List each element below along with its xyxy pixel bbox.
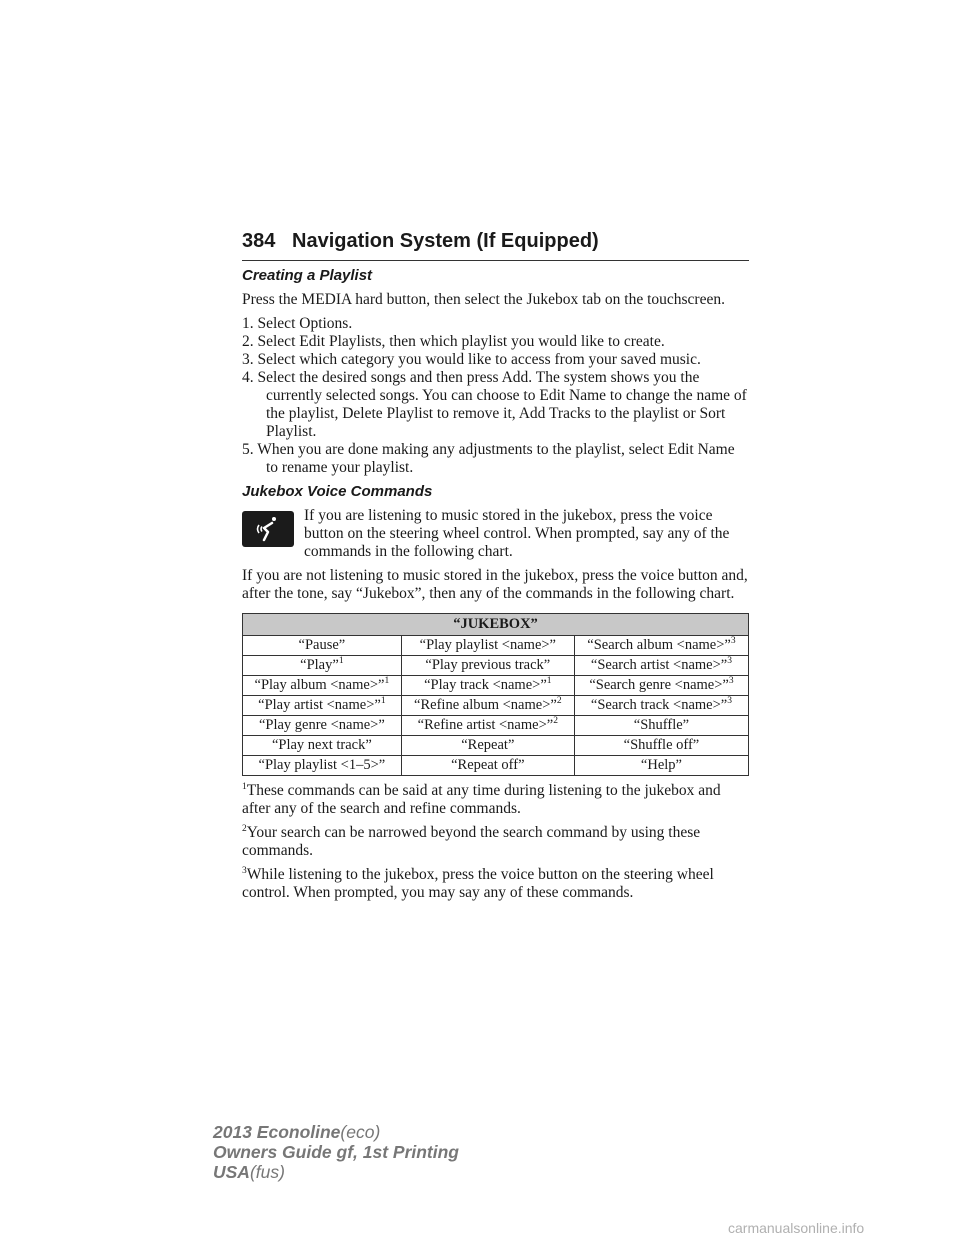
table-cell: “Refine album <name>”$^2$ bbox=[401, 696, 574, 716]
voice-commands-heading: Jukebox Voice Commands bbox=[242, 483, 433, 500]
table-cell: “Play artist <name>”$^1$ bbox=[243, 696, 402, 716]
table-cell: “Play track <name>”$^1$ bbox=[401, 676, 574, 696]
table-cell: “Search track <name>”$^3$ bbox=[574, 696, 748, 716]
footnote-2: $^2$Your search can be narrowed beyond the search command by using these commands. bbox=[242, 823, 701, 859]
table-row bbox=[243, 656, 749, 676]
table-cell: “Shuffle” bbox=[574, 716, 748, 736]
step-item: 2. Select Edit Playlists, then which playlist you would like to create. bbox=[242, 333, 665, 350]
table-cell: “Play playlist <1–5>” bbox=[243, 756, 402, 776]
step-item: 4. Select the desired songs and then press Add. The system shows you the currently selected songs. You can choose to Edit Name to change the name of the playlist, Delete Playlist to remove it, Add Tracks to the playlist or Sort Playlist. bbox=[242, 369, 747, 440]
playlist-steps bbox=[242, 315, 749, 477]
jukebox-commands-table bbox=[242, 613, 749, 776]
table-cell: “Play album <name>”$^1$ bbox=[243, 676, 402, 696]
table-cell: “Pause” bbox=[243, 636, 402, 656]
footer-region-code: (fus) bbox=[249, 1162, 285, 1182]
table-cell: “Play next track” bbox=[243, 736, 402, 756]
table-cell: “Play genre <name>” bbox=[243, 716, 402, 736]
table-cell: “Play playlist <name>” bbox=[401, 636, 574, 656]
page-header bbox=[242, 226, 749, 261]
table-header: “JUKEBOX” bbox=[243, 614, 749, 636]
table-cell: “Play previous track” bbox=[401, 656, 574, 676]
footer-model-code: (eco) bbox=[340, 1122, 381, 1142]
playlist-heading: Creating a Playlist bbox=[242, 267, 373, 284]
table-row bbox=[243, 736, 749, 756]
voice-para-2: If you are not listening to music stored in the jukebox, press the voice button and, after the tone, say “Jukebox”, then any of the commands in the following chart. bbox=[242, 567, 748, 602]
page-content bbox=[242, 267, 749, 902]
footer-printing: Owners Guide gf, 1st Printing bbox=[213, 1142, 459, 1162]
step-item: 3. Select which category you would like to access from your saved music. bbox=[242, 351, 701, 368]
site-watermark[interactable]: carmanualsonline.info bbox=[728, 1220, 865, 1236]
footnote-1: $^1$These commands can be said at any time during listening to the jukebox and after any of the search and refine commands. bbox=[242, 781, 721, 817]
table-cell: “Play”$^1$ bbox=[243, 656, 402, 676]
playlist-intro: Press the MEDIA hard button, then select the Jukebox tab on the touchscreen. bbox=[242, 291, 725, 308]
table-cell: “Help” bbox=[574, 756, 748, 776]
table-cell: “Repeat” bbox=[401, 736, 574, 756]
voice-button-icon bbox=[242, 511, 294, 547]
voice-para-1: If you are listening to music stored in the jukebox, press the voice button on the steering wheel control. When prompted, say any of the commands in the following chart. bbox=[304, 507, 730, 560]
table-row bbox=[243, 676, 749, 696]
footer-model: 2013 Econoline bbox=[213, 1122, 341, 1142]
step-item: 5. When you are done making any adjustments to the playlist, select Edit Name to rename your playlist. bbox=[242, 441, 735, 476]
page-footer bbox=[213, 1122, 459, 1182]
section-title: Navigation System (If Equipped) bbox=[292, 230, 599, 252]
table-cell: “Shuffle off” bbox=[574, 736, 748, 756]
step-item: 1. Select Options. bbox=[242, 315, 353, 332]
table-cell: “Search artist <name>”$^3$ bbox=[574, 656, 748, 676]
page-number: 384 bbox=[242, 230, 276, 252]
table-row bbox=[243, 716, 749, 736]
table-row bbox=[243, 696, 749, 716]
footer-region: USA bbox=[213, 1162, 250, 1182]
table-cell: “Refine artist <name>”$^2$ bbox=[401, 716, 574, 736]
table-cell: “Repeat off” bbox=[401, 756, 574, 776]
table-row bbox=[243, 636, 749, 656]
table-row bbox=[243, 756, 749, 776]
voice-intro-row bbox=[242, 507, 749, 561]
table-cell: “Search genre <name>”$^3$ bbox=[574, 676, 748, 696]
table-cell: “Search album <name>”$^3$ bbox=[574, 636, 748, 656]
footnote-3: $^3$While listening to the jukebox, press the voice button on the steering wheel control. When prompted, you may say any of these commands. bbox=[242, 865, 714, 901]
